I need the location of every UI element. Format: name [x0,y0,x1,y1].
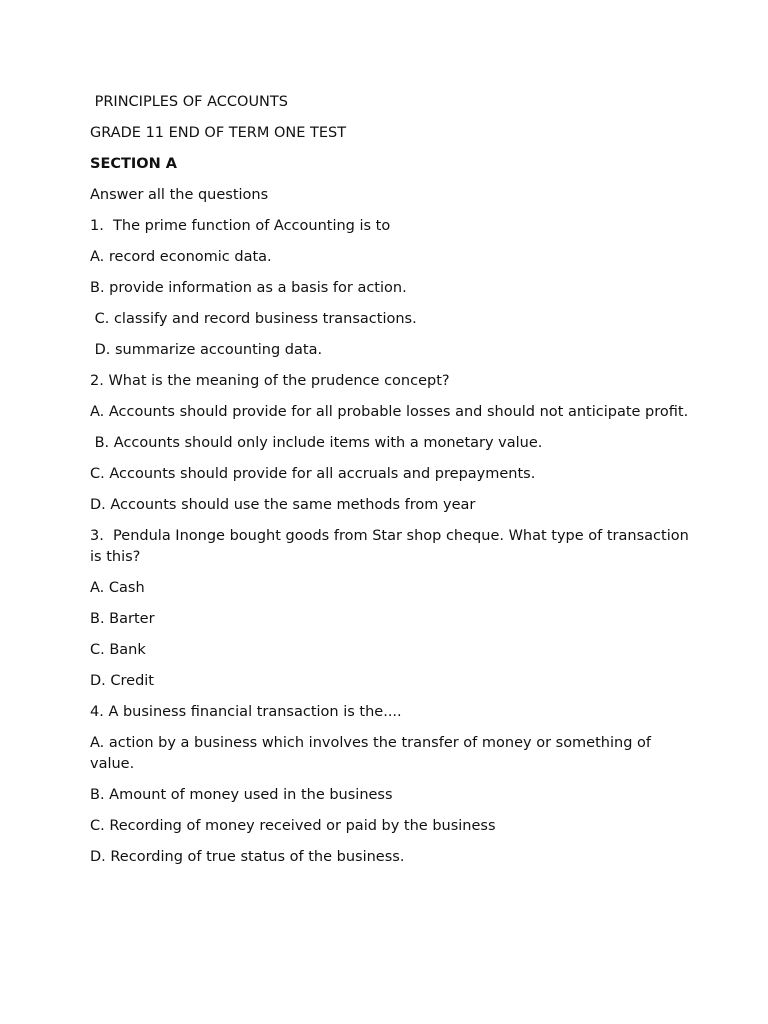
document-subtitle: GRADE 11 END OF TERM ONE TEST [90,125,347,141]
question-1-option-c: C. classify and record business transactions. [90,311,417,327]
question-1: 1. The prime function of Accounting is to [90,218,391,234]
question-2-option-a: A. Accounts should provide for all probable losses and should not anticipate profit. [90,404,689,420]
question-3-option-c: C. Bank [90,642,146,658]
question-1-option-b: B. provide information as a basis for action. [90,280,407,296]
question-4-option-a: A. action by a business which involves the transfer of money or something of value. [90,735,656,772]
question-2-option-c: C. Accounts should provide for all accruals and prepayments. [90,466,536,482]
section-heading: SECTION A [90,156,178,172]
instruction-text: Answer all the questions [90,187,269,203]
question-3-option-b: B. Barter [90,611,155,627]
document-title: PRINCIPLES OF ACCOUNTS [90,94,288,110]
question-1-option-d: D. summarize accounting data. [90,342,323,358]
question-2-option-b: B. Accounts should only include items with a monetary value. [90,435,543,451]
question-2: 2. What is the meaning of the prudence concept? [90,373,450,389]
question-1-option-a: A. record economic data. [90,249,272,265]
question-4-option-c: C. Recording of money received or paid by the business [90,818,496,834]
question-4-option-d: D. Recording of true status of the business. [90,849,405,865]
question-4: 4. A business financial transaction is the.... [90,704,402,720]
question-2-option-d: D. Accounts should use the same methods from year [90,497,476,513]
document-page [90,92,694,878]
question-3: 3. Pendula Inonge bought goods from Star shop cheque. What type of transaction is this? [90,528,694,565]
question-4-option-b: B. Amount of money used in the business [90,787,393,803]
question-3-option-d: D. Credit [90,673,154,689]
question-3-option-a: A. Cash [90,580,145,596]
